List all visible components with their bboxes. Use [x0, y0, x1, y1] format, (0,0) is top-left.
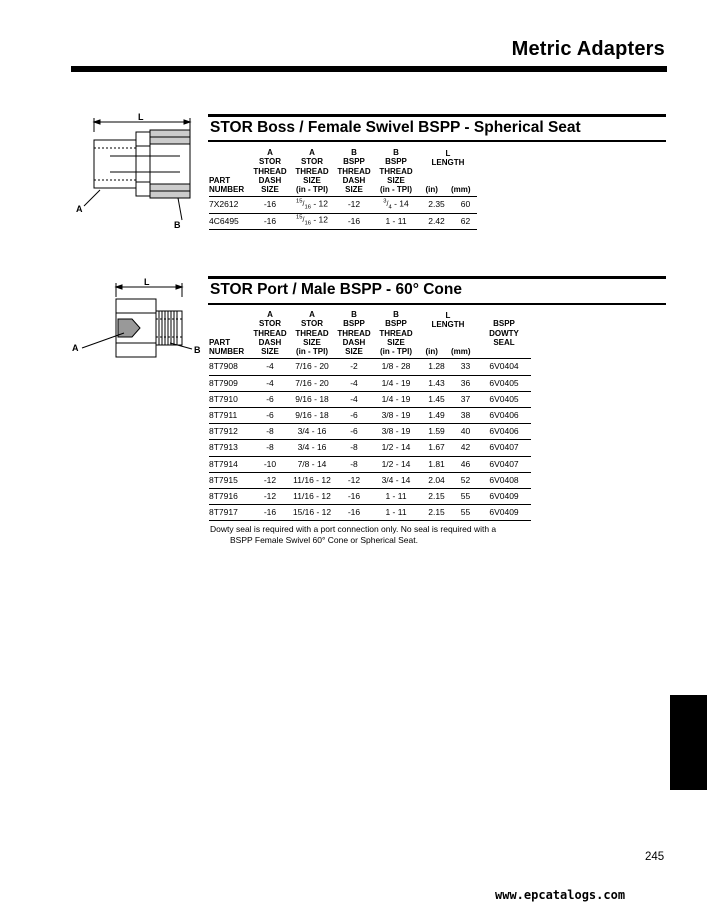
page-number: 245	[645, 851, 665, 863]
table-row	[209, 375, 531, 391]
a-dash-cell: -10	[251, 456, 289, 472]
a-size-cell: 11/16 - 12	[289, 488, 335, 504]
a-dash-cell: -6	[251, 391, 289, 407]
drawing-length-label: L	[138, 112, 144, 122]
drawing-a-label: A	[76, 204, 83, 214]
b-size-cell: 3/8 - 19	[373, 424, 419, 440]
part-number-cell: 8T7916	[209, 488, 251, 504]
b-size-cell: 1 - 11	[373, 505, 419, 521]
a-dash-cell: -8	[251, 424, 289, 440]
length-mm-cell: 46	[454, 456, 477, 472]
b-size-cell: $^3/_4 - 14$	[373, 197, 419, 213]
col-b-dash: B BSPP THREAD DASH SIZE	[335, 310, 373, 359]
length-mm-cell: 36	[454, 375, 477, 391]
section2-title: STOR Port / Male BSPP - 60° Cone	[210, 281, 462, 298]
a-dash-cell: -4	[251, 375, 289, 391]
b-size-cell: 1/8 - 28	[373, 359, 419, 375]
col-dowty-seal: BSPP DOWTY SEAL	[477, 310, 531, 359]
a-size-cell: 7/16 - 20	[289, 375, 335, 391]
length-mm-cell: 62	[454, 213, 477, 229]
section2-table-body	[209, 359, 531, 521]
b-dash-cell: -2	[335, 359, 373, 375]
dowty-seal-cell: 6V0408	[477, 472, 531, 488]
length-mm-cell: 60	[454, 197, 477, 213]
table-row	[209, 197, 477, 213]
table-header-row	[209, 148, 477, 197]
col-length: L LENGTH (in) (mm)	[419, 148, 477, 197]
a-dash-cell: -12	[251, 488, 289, 504]
b-dash-cell: -8	[335, 456, 373, 472]
a-size-cell: $^{15}/_{16} - 12$	[289, 213, 335, 229]
length-in-cell: 2.15	[419, 488, 454, 504]
table-row	[209, 408, 531, 424]
length-mm-cell: 55	[454, 505, 477, 521]
footer-url: www.epcatalogs.com	[495, 888, 626, 902]
b-dash-cell: -4	[335, 375, 373, 391]
part-number-cell: 4C6495	[209, 213, 251, 229]
length-mm-unit: (mm)	[450, 347, 471, 357]
a-size-cell: 7/16 - 20	[289, 359, 335, 375]
b-size-cell: 1/2 - 14	[373, 456, 419, 472]
length-in-cell: 1.43	[419, 375, 454, 391]
table-row	[209, 424, 531, 440]
length-in-cell: 2.35	[419, 197, 454, 213]
part-number-cell: 7X2612	[209, 197, 251, 213]
part-number-cell: 8T7908	[209, 359, 251, 375]
b-dash-cell: -12	[335, 472, 373, 488]
b-dash-cell: -6	[335, 408, 373, 424]
b-dash-cell: -8	[335, 440, 373, 456]
length-mm-cell: 37	[454, 391, 477, 407]
male-cone-adapter-drawing	[70, 275, 205, 365]
part-number-cell: 8T7912	[209, 424, 251, 440]
part-number-cell: 8T7914	[209, 456, 251, 472]
dowty-seal-cell: 6V0407	[477, 440, 531, 456]
length-in-cell: 1.67	[419, 440, 454, 456]
drawing-b-label: B	[194, 345, 201, 355]
note-line-2: BSPP Female Swivel 60° Cone or Spherical Seat.	[230, 535, 418, 545]
length-mm-unit: (mm)	[450, 185, 471, 195]
section2-table	[209, 310, 531, 521]
dowty-seal-cell: 6V0404	[477, 359, 531, 375]
col-a-dash: A STOR THREAD DASH SIZE	[251, 310, 289, 359]
a-size-cell: 3/4 - 16	[289, 424, 335, 440]
section2-bottom-rule	[208, 303, 666, 305]
length-in-cell: 2.15	[419, 505, 454, 521]
b-size-cell: 3/4 - 14	[373, 472, 419, 488]
a-dash-cell: -16	[251, 197, 289, 213]
dowty-seal-cell: 6V0406	[477, 424, 531, 440]
part-number-cell: 8T7917	[209, 505, 251, 521]
a-dash-cell: -6	[251, 408, 289, 424]
part-number-cell: 8T7915	[209, 472, 251, 488]
drawing-b-label: B	[174, 220, 181, 230]
dowty-seal-cell: 6V0409	[477, 488, 531, 504]
a-size-cell: 9/16 - 18	[289, 408, 335, 424]
col-a-size: A STOR THREAD SIZE (in - TPI)	[289, 148, 335, 197]
dowty-seal-note	[210, 524, 540, 546]
title-rule	[71, 66, 667, 72]
dowty-seal-cell: 6V0409	[477, 505, 531, 521]
section2-top-rule	[208, 276, 666, 279]
table-row	[209, 456, 531, 472]
part-number-cell: 8T7911	[209, 408, 251, 424]
length-in-cell: 2.42	[419, 213, 454, 229]
table-row	[209, 440, 531, 456]
section1-table	[209, 148, 477, 230]
dowty-seal-cell: 6V0405	[477, 391, 531, 407]
a-dash-cell: -4	[251, 359, 289, 375]
table-row	[209, 488, 531, 504]
part-number-cell: 8T7909	[209, 375, 251, 391]
section1-bottom-rule	[208, 140, 666, 142]
b-size-cell: 1/2 - 14	[373, 440, 419, 456]
length-in-cell: 1.81	[419, 456, 454, 472]
table-row	[209, 505, 531, 521]
drawing-length-label: L	[144, 277, 150, 287]
a-size-cell: $^{15}/_{16} - 12$	[289, 197, 335, 213]
col-a-size: A STOR THREAD SIZE (in - TPI)	[289, 310, 335, 359]
length-in-cell: 1.28	[419, 359, 454, 375]
b-dash-cell: -6	[335, 424, 373, 440]
table-row	[209, 359, 531, 375]
a-dash-cell: -16	[251, 505, 289, 521]
b-dash-cell: -16	[335, 213, 373, 229]
dowty-seal-cell: 6V0406	[477, 408, 531, 424]
length-mm-cell: 33	[454, 359, 477, 375]
b-dash-cell: -16	[335, 488, 373, 504]
dowty-seal-cell: 6V0405	[477, 375, 531, 391]
b-size-cell: 1 - 11	[373, 213, 419, 229]
length-in-unit: (in)	[425, 347, 438, 357]
table-row	[209, 213, 477, 229]
section1-top-rule	[208, 114, 666, 117]
b-size-cell: 1 - 11	[373, 488, 419, 504]
b-size-cell: 1/4 - 19	[373, 391, 419, 407]
dowty-seal-cell: 6V0407	[477, 456, 531, 472]
table-row	[209, 391, 531, 407]
length-in-cell: 2.04	[419, 472, 454, 488]
table-row	[209, 472, 531, 488]
b-dash-cell: -12	[335, 197, 373, 213]
col-b-size: B BSPP THREAD SIZE (in - TPI)	[373, 310, 419, 359]
a-size-cell: 11/16 - 12	[289, 472, 335, 488]
col-b-dash: B BSPP THREAD DASH SIZE	[335, 148, 373, 197]
a-size-cell: 7/8 - 14	[289, 456, 335, 472]
b-dash-cell: -16	[335, 505, 373, 521]
length-in-unit: (in)	[425, 185, 438, 195]
a-dash-cell: -16	[251, 213, 289, 229]
length-mm-cell: 38	[454, 408, 477, 424]
a-dash-cell: -8	[251, 440, 289, 456]
col-b-size: B BSPP THREAD SIZE (in - TPI)	[373, 148, 419, 197]
col-part-number: PART NUMBER	[209, 148, 251, 197]
col-part-number: PART NUMBER	[209, 310, 251, 359]
b-size-cell: 3/8 - 19	[373, 408, 419, 424]
part-number-cell: 8T7913	[209, 440, 251, 456]
a-size-cell: 15/16 - 12	[289, 505, 335, 521]
note-line-1: Dowty seal is required with a port connection only. No seal is required with a	[210, 524, 497, 534]
length-in-cell: 1.49	[419, 408, 454, 424]
length-mm-cell: 55	[454, 488, 477, 504]
a-size-cell: 3/4 - 16	[289, 440, 335, 456]
col-a-dash: A STOR THREAD DASH SIZE	[251, 148, 289, 197]
section1-title: STOR Boss / Female Swivel BSPP - Spherical Seat	[210, 119, 581, 136]
b-dash-cell: -4	[335, 391, 373, 407]
table-header-row	[209, 310, 531, 359]
swivel-adapter-drawing	[70, 110, 200, 235]
col-length: L LENGTH (in) (mm)	[419, 310, 477, 359]
length-in-cell: 1.45	[419, 391, 454, 407]
a-dash-cell: -12	[251, 472, 289, 488]
length-mm-cell: 52	[454, 472, 477, 488]
page-title: Metric Adapters	[511, 38, 665, 60]
drawing-a-label: A	[72, 343, 79, 353]
length-mm-cell: 42	[454, 440, 477, 456]
length-in-cell: 1.59	[419, 424, 454, 440]
section-thumb-tab	[670, 695, 707, 790]
b-size-cell: 1/4 - 19	[373, 375, 419, 391]
a-size-cell: 9/16 - 18	[289, 391, 335, 407]
part-number-cell: 8T7910	[209, 391, 251, 407]
length-mm-cell: 40	[454, 424, 477, 440]
